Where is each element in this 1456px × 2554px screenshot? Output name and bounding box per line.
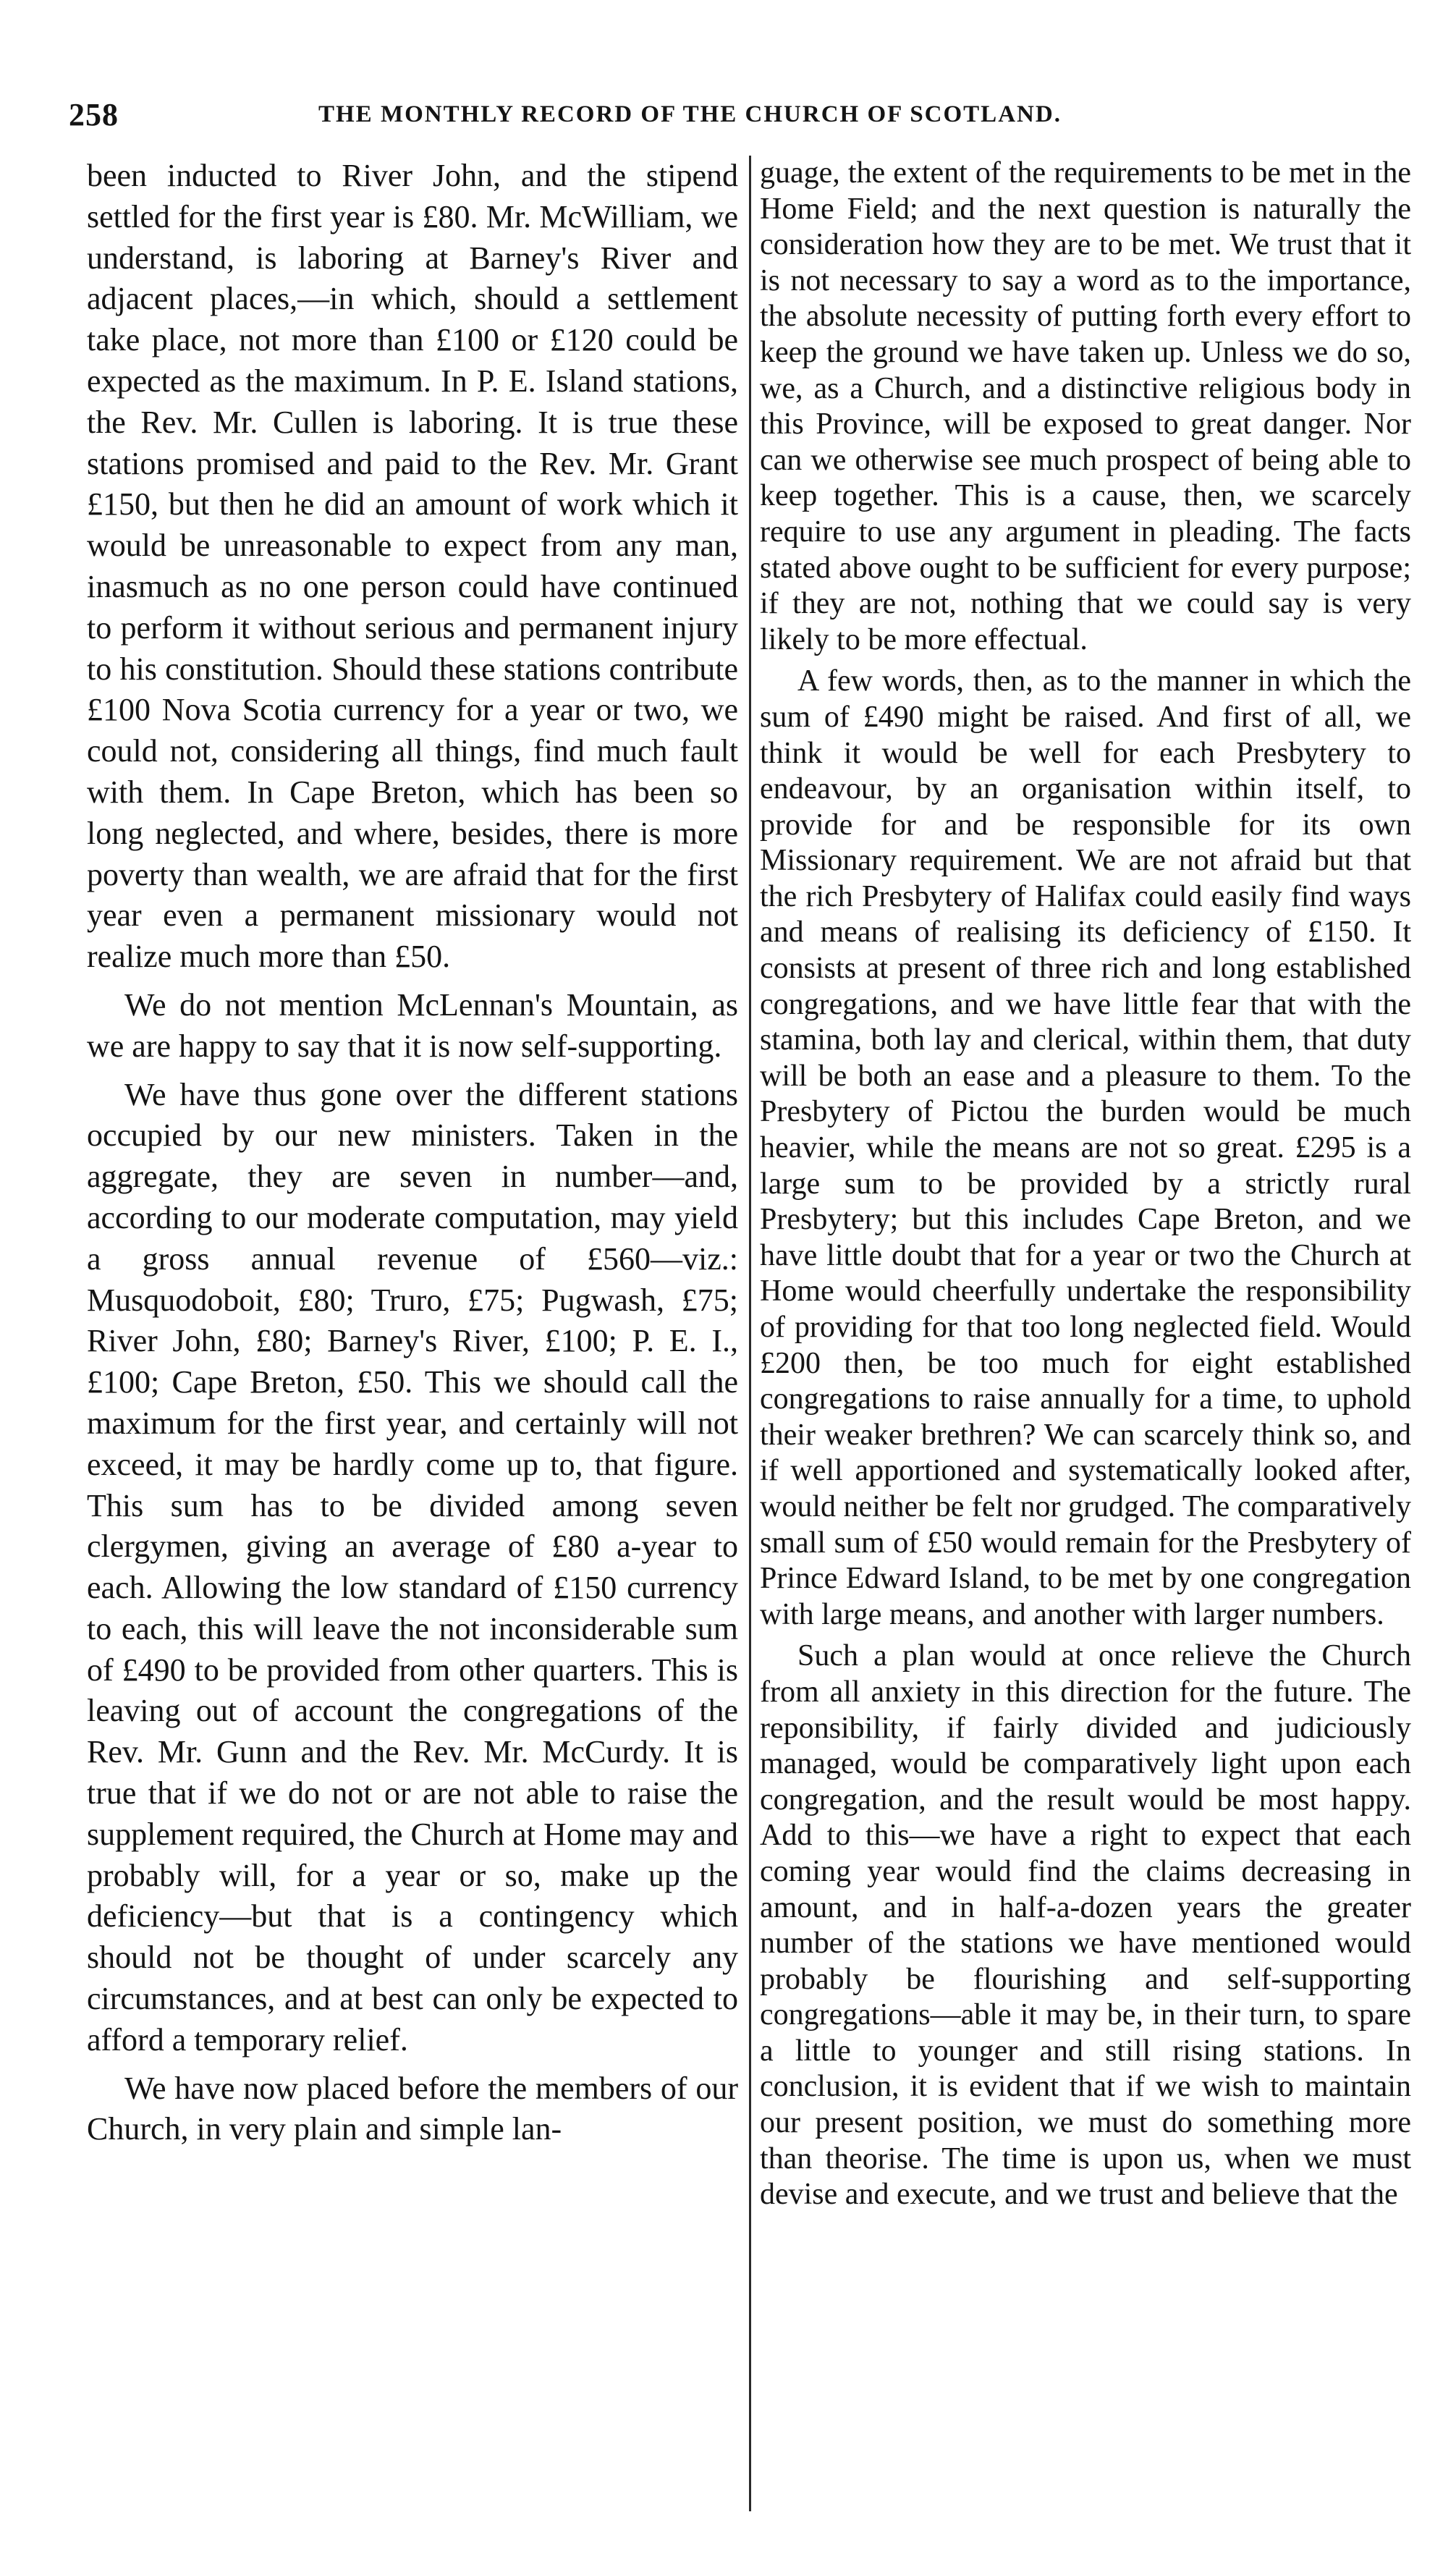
left-paragraph-1: been inducted to River John, and the stipend settled for the first year is £80. Mr. McWilliam, we understand, is laboring at Barney's River and adjacent places,—in which, should a settlement take place, not more than £100 or £120 could be expected as the maximum. In P. E. Island stations, the Rev. Mr. Cullen is laboring. It is true these stations promised and paid to the Rev. Mr. Grant £150, but then he did an amount of work which it would be unreasonable to expect from any man, inasmuch as no one person could have continued to perform it without serious and permanent injury to his constitution. Should these stations contribute £100 Nova Scotia currency for a year or two, we could not, considering all things, find much fault with them. In Cape Breton, which has been so long neglected, and where, besides, there is more poverty than wealth, we are afraid that for the first year even a permanent missionary would not realize much more than £50.	[87, 158, 738, 975]
right-paragraph-2: A few words, then, as to the manner in which the sum of £490 might be raised. And first of all, we think it would be well for each Presbytery to endeavour, by an organisation within itself, to provide for and be responsible for its own Missionary requirement. We are not afraid but that the rich Presbytery of Halifax could easily find ways and means of realising its deficiency of £150. It consists at present of three rich and long established congregations, and we have little fear that with the stamina, both lay and clerical, within them, that duty will be both an ease and a pleasure to them. To the Presbytery of Pictou the burden would be much heavier, while the means are not so great. £295 is a large sum to be provided by a strictly rural Presbytery; but this includes Cape Breton, and we have little doubt that for a year or two the Church at Home would cheerfully undertake the responsibility of providing for that too long neglected field. Would £200 then, be too much for eight established congregations to raise annually for a time, to uphold their weaker brethren? We can scarcely think so, and if well apportioned and systematically looked after, would neither be felt nor grudged. The comparatively small sum of £50 would remain for the Presbytery of Prince Edward Island, to be met by one congregation with large means, and another with larger numbers.	[760, 664, 1411, 1631]
left-column	[87, 156, 738, 2150]
page-number: 258	[69, 97, 119, 132]
left-paragraph-4: We have now placed before the members of our Church, in very plain and simple lan-	[87, 2070, 738, 2147]
left-paragraph-2: We do not mention McLennan's Mountain, as we are happy to say that it is now self-supporting.	[87, 986, 738, 1064]
running-title: THE MONTHLY RECORD OF THE CHURCH OF SCOTLAND.	[318, 101, 1062, 127]
left-paragraph-3: We have thus gone over the different stations occupied by our new ministers. Taken in the aggregate, they are seven in number—and, according to our moderate computation, may yield a gross annual revenue of £560—viz.: Musquodoboit, £80; Truro, £75; Pugwash, £75; River John, £80; Barney's River, £100; P. E. I., £100; Cape Breton, £50. This we should call the maximum for the first year, and certainly will not exceed, it may be hardly come up to, that figure. This sum has to be divided among seven clergymen, giving an average of £80 a-year to each. Allowing the low standard of £150 currency to each, this will leave the not inconsiderable sum of £490 to be provided from other quarters. This is leaving out of account the congregations of the Rev. Mr. Gunn and the Rev. Mr. McCurdy. It is true that if we do not or are not able to raise the supplement required, the Church at Home may and probably will, for a year or so, make up the deficiency—but that is a contingency which should not be thought of under scarcely any circumstances, and at best can only be expected to afford a temporary relief.	[87, 1076, 738, 2058]
right-paragraph-3: Such a plan would at once relieve the Church from all anxiety in this direction for the future. The reponsibility, if fairly divided and judiciously managed, would be comparatively light upon each congregation, and the result would be most happy. Add to this—we have a right to expect that each coming year would find the claims decreasing in amount, and in half-a-dozen years the greater number of the stations we have mentioned would probably be flourishing and self-supporting congregations—able it may be, in their turn, to spare a little to younger and still rising stations. In conclusion, it is evident that if we wish to maintain our present position, we must do something more than theorise. The time is upon us, when we must devise and execute, and we trust and believe that the	[760, 1639, 1411, 2212]
column-divider	[749, 156, 751, 2511]
right-paragraph-1: guage, the extent of the requirements to be met in the Home Field; and the next question is naturally the consideration how they are to be met. We trust that it is not necessary to say a word as to the importance, the absolute necessity of putting forth every effort to keep the ground we have taken up. Unless we do so, we, as a Church, and a distinctive religious body in this Province, will be exposed to great danger. Nor can we otherwise see much prospect of being able to keep together. This is a cause, then, we scarcely require to use any argument in pleading. The facts stated above ought to be sufficient for every purpose; if they are not, nothing that we could say is very likely to be more effectual.	[760, 156, 1411, 656]
right-column	[760, 156, 1411, 2213]
